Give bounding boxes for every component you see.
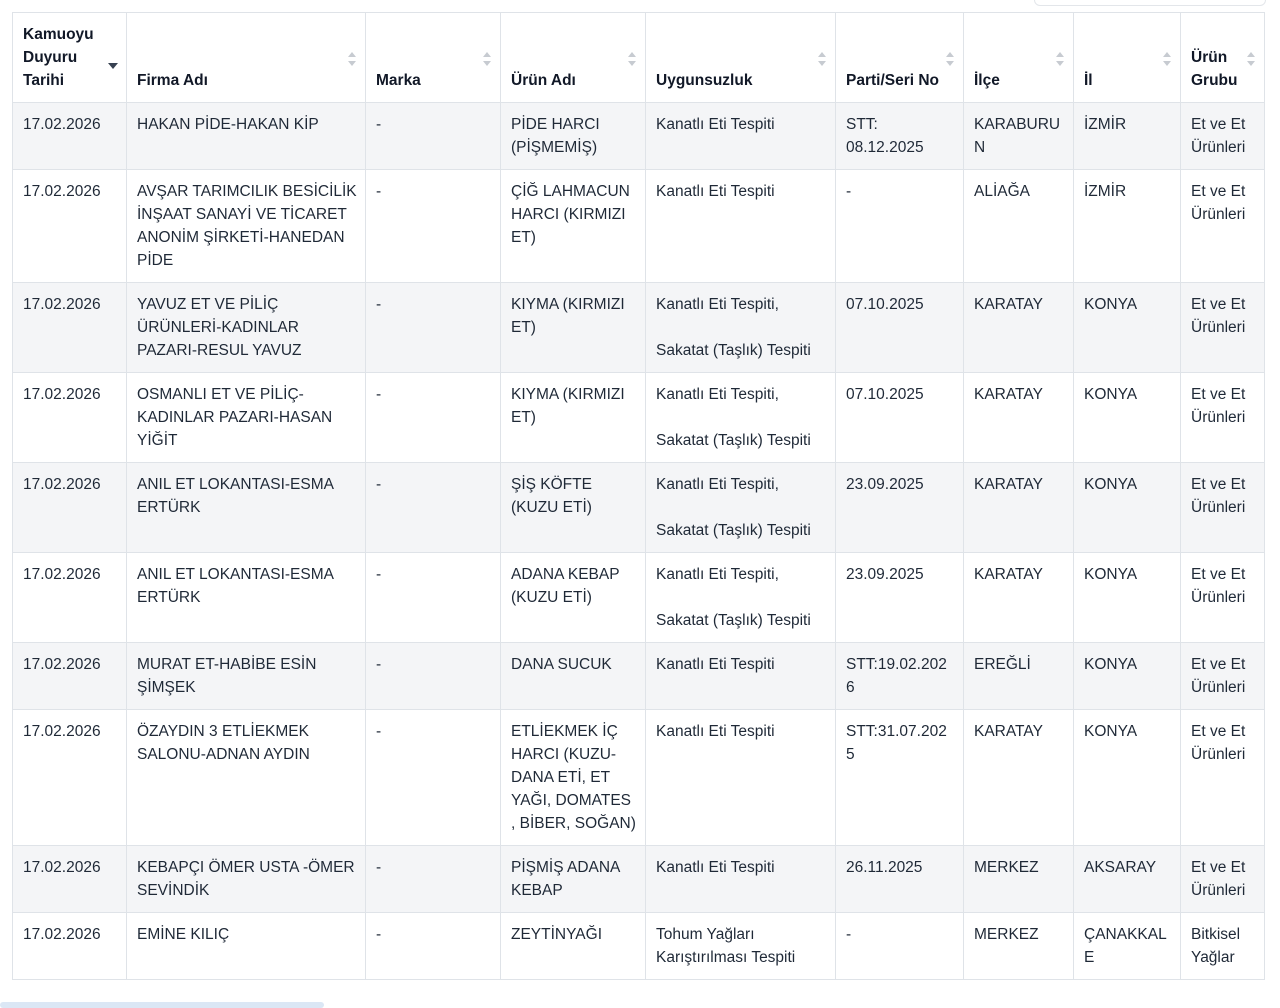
cell-firma-adi: HAKAN PİDE-HAKAN KİP bbox=[127, 103, 366, 170]
table-row bbox=[13, 710, 1265, 846]
uygunsuzluk-item: Kanatlı Eti Tespiti, bbox=[656, 386, 779, 403]
column-header-label: Firma Adı bbox=[137, 72, 208, 89]
uygunsuzluk-item: Kanatlı Eti Tespiti bbox=[656, 656, 775, 673]
cell-urun-grubu: Et ve Et Ürünleri bbox=[1181, 283, 1265, 373]
cell-firma-adi: YAVUZ ET VE PİLİÇ ÜRÜNLERİ-KADINLAR PAZARI-RESUL YAVUZ bbox=[127, 283, 366, 373]
cell-ilce: EREĞLİ bbox=[964, 643, 1074, 710]
cell-firma-adi: AVŞAR TARIMCILIK BESİCİLİK İNŞAAT SANAYİ VE TİCARET ANONİM ŞİRKETİ-HANEDAN PİDE bbox=[127, 170, 366, 283]
cell-parti-seri-no: 07.10.2025 bbox=[836, 373, 964, 463]
cell-ilce: KARATAY bbox=[964, 710, 1074, 846]
cell-il: KONYA bbox=[1074, 553, 1181, 643]
cell-parti-seri-no: 23.09.2025 bbox=[836, 463, 964, 553]
cell-uygunsuzluk bbox=[646, 553, 836, 643]
cell-il: KONYA bbox=[1074, 463, 1181, 553]
sort-icon[interactable] bbox=[818, 52, 826, 68]
cell-urun-grubu: Et ve Et Ürünleri bbox=[1181, 846, 1265, 913]
cell-parti-seri-no: - bbox=[836, 170, 964, 283]
table-row bbox=[13, 846, 1265, 913]
uygunsuzluk-item: Sakatat (Taşlık) Tespiti bbox=[656, 432, 811, 449]
cell-uygunsuzluk bbox=[646, 283, 836, 373]
uygunsuzluk-item: Sakatat (Taşlık) Tespiti bbox=[656, 612, 811, 629]
cell-urun-adi: PİDE HARCI (PİŞMEMİŞ) bbox=[501, 103, 646, 170]
top-toolbar-strip bbox=[0, 0, 1280, 8]
cell-ilce: KARATAY bbox=[964, 283, 1074, 373]
table-row bbox=[13, 283, 1265, 373]
cell-urun-grubu: Et ve Et Ürünleri bbox=[1181, 103, 1265, 170]
cell-parti-seri-no: - bbox=[836, 913, 964, 980]
cell-parti-seri-no: 23.09.2025 bbox=[836, 553, 964, 643]
cell-duyuru-tarihi: 17.02.2026 bbox=[13, 710, 127, 846]
cell-il: KONYA bbox=[1074, 283, 1181, 373]
header-duyuru-tarihi[interactable] bbox=[13, 13, 127, 103]
cell-firma-adi: ÖZAYDIN 3 ETLİEKMEK SALONU-ADNAN AYDIN bbox=[127, 710, 366, 846]
cell-uygunsuzluk bbox=[646, 913, 836, 980]
header-urun-adi[interactable] bbox=[501, 13, 646, 103]
cell-duyuru-tarihi: 17.02.2026 bbox=[13, 463, 127, 553]
table-row bbox=[13, 373, 1265, 463]
cell-firma-adi: ANIL ET LOKANTASI-ESMA ERTÜRK bbox=[127, 553, 366, 643]
sort-icon[interactable] bbox=[1247, 52, 1255, 68]
cell-urun-grubu: Et ve Et Ürünleri bbox=[1181, 463, 1265, 553]
cell-urun-adi: ETLİEKMEK İÇ HARCI (KUZU-DANA ETİ, ET YAĞI, DOMATES , BİBER, SOĞAN) bbox=[501, 710, 646, 846]
sort-icon[interactable] bbox=[628, 52, 636, 68]
cell-il: AKSARAY bbox=[1074, 846, 1181, 913]
cell-uygunsuzluk bbox=[646, 710, 836, 846]
cell-uygunsuzluk bbox=[646, 846, 836, 913]
uygunsuzluk-item: Kanatlı Eti Tespiti bbox=[656, 183, 775, 200]
cell-duyuru-tarihi: 17.02.2026 bbox=[13, 103, 127, 170]
cell-il: KONYA bbox=[1074, 643, 1181, 710]
uygunsuzluk-item: Kanatlı Eti Tespiti, bbox=[656, 566, 779, 583]
cell-ilce: ALİAĞA bbox=[964, 170, 1074, 283]
cell-il: KONYA bbox=[1074, 373, 1181, 463]
cell-parti-seri-no: STT: 08.12.2025 bbox=[836, 103, 964, 170]
uygunsuzluk-item: Kanatlı Eti Tespiti, bbox=[656, 296, 779, 313]
header-urun-grubu[interactable] bbox=[1181, 13, 1265, 103]
cell-duyuru-tarihi: 17.02.2026 bbox=[13, 643, 127, 710]
cell-urun-grubu: Et ve Et Ürünleri bbox=[1181, 710, 1265, 846]
cell-parti-seri-no: 26.11.2025 bbox=[836, 846, 964, 913]
cell-duyuru-tarihi: 17.02.2026 bbox=[13, 283, 127, 373]
cell-urun-adi: KIYMA (KIRMIZI ET) bbox=[501, 283, 646, 373]
table-row bbox=[13, 463, 1265, 553]
cell-firma-adi: MURAT ET-HABİBE ESİN ŞİMŞEK bbox=[127, 643, 366, 710]
sort-icon[interactable] bbox=[348, 52, 356, 68]
cell-marka: - bbox=[366, 913, 501, 980]
header-marka[interactable] bbox=[366, 13, 501, 103]
cell-firma-adi: KEBAPÇI ÖMER USTA -ÖMER SEVİNDİK bbox=[127, 846, 366, 913]
cell-il: İZMİR bbox=[1074, 103, 1181, 170]
sort-icon[interactable] bbox=[1056, 52, 1064, 68]
column-header-label: Uygunsuzluk bbox=[656, 72, 753, 89]
cell-marka: - bbox=[366, 283, 501, 373]
cell-marka: - bbox=[366, 643, 501, 710]
cell-firma-adi: ANIL ET LOKANTASI-ESMA ERTÜRK bbox=[127, 463, 366, 553]
uygunsuzluk-item: Kanatlı Eti Tespiti, bbox=[656, 476, 779, 493]
cell-duyuru-tarihi: 17.02.2026 bbox=[13, 913, 127, 980]
horizontal-scrollbar[interactable] bbox=[0, 1002, 324, 1008]
cell-urun-adi: ÇİĞ LAHMACUN HARCI (KIRMIZI ET) bbox=[501, 170, 646, 283]
sort-icon[interactable] bbox=[483, 52, 491, 68]
cell-marka: - bbox=[366, 373, 501, 463]
cell-duyuru-tarihi: 17.02.2026 bbox=[13, 170, 127, 283]
header-il[interactable] bbox=[1074, 13, 1181, 103]
table-row bbox=[13, 643, 1265, 710]
sort-icon[interactable] bbox=[946, 52, 954, 68]
cell-il: ÇANAKKALE bbox=[1074, 913, 1181, 980]
column-header-label: Ürün Grubu bbox=[1191, 49, 1238, 89]
cell-ilce: KARATAY bbox=[964, 553, 1074, 643]
cell-il: İZMİR bbox=[1074, 170, 1181, 283]
cell-parti-seri-no: STT:31.07.2025 bbox=[836, 710, 964, 846]
column-header-label: Parti/Seri No bbox=[846, 72, 940, 89]
cell-marka: - bbox=[366, 103, 501, 170]
cell-urun-adi: KIYMA (KIRMIZI ET) bbox=[501, 373, 646, 463]
column-header-label: Ürün Adı bbox=[511, 72, 576, 89]
header-uygunsuzluk[interactable] bbox=[646, 13, 836, 103]
cell-duyuru-tarihi: 17.02.2026 bbox=[13, 373, 127, 463]
cell-uygunsuzluk bbox=[646, 463, 836, 553]
header-firma-adi[interactable] bbox=[127, 13, 366, 103]
sort-icon[interactable] bbox=[1163, 52, 1171, 68]
cell-urun-adi: PİŞMİŞ ADANA KEBAP bbox=[501, 846, 646, 913]
cell-ilce: MERKEZ bbox=[964, 913, 1074, 980]
uygunsuzluk-item: Sakatat (Taşlık) Tespiti bbox=[656, 522, 811, 539]
header-ilce[interactable] bbox=[964, 13, 1074, 103]
cell-parti-seri-no: 07.10.2025 bbox=[836, 283, 964, 373]
cell-urun-adi: ŞİŞ KÖFTE (KUZU ETİ) bbox=[501, 463, 646, 553]
cell-duyuru-tarihi: 17.02.2026 bbox=[13, 846, 127, 913]
cell-uygunsuzluk bbox=[646, 373, 836, 463]
cell-ilce: KARATAY bbox=[964, 373, 1074, 463]
cell-urun-adi: DANA SUCUK bbox=[501, 643, 646, 710]
cell-urun-grubu: Et ve Et Ürünleri bbox=[1181, 170, 1265, 283]
table-row bbox=[13, 103, 1265, 170]
cell-marka: - bbox=[366, 710, 501, 846]
cell-marka: - bbox=[366, 846, 501, 913]
cell-firma-adi: EMİNE KILIÇ bbox=[127, 913, 366, 980]
column-header-label: Kamuoyu Duyuru Tarihi bbox=[23, 26, 94, 89]
uygunsuzluk-item: Tohum Yağları Karıştırılması Tespiti bbox=[656, 926, 796, 966]
cell-urun-adi: ZEYTİNYAĞI bbox=[501, 913, 646, 980]
uygunsuzluk-item: Kanatlı Eti Tespiti bbox=[656, 859, 775, 876]
cell-urun-adi: ADANA KEBAP (KUZU ETİ) bbox=[501, 553, 646, 643]
sort-desc-icon[interactable] bbox=[109, 52, 117, 68]
cell-uygunsuzluk bbox=[646, 643, 836, 710]
search-box-edge[interactable] bbox=[1034, 0, 1266, 6]
cell-marka: - bbox=[366, 463, 501, 553]
column-header-label: İl bbox=[1084, 72, 1093, 89]
uygunsuzluk-item: Sakatat (Taşlık) Tespiti bbox=[656, 342, 811, 359]
column-header-label: İlçe bbox=[974, 72, 1000, 89]
cell-urun-grubu: Et ve Et Ürünleri bbox=[1181, 373, 1265, 463]
column-header-label: Marka bbox=[376, 72, 421, 89]
cell-urun-grubu: Et ve Et Ürünleri bbox=[1181, 553, 1265, 643]
cell-marka: - bbox=[366, 170, 501, 283]
table-row bbox=[13, 553, 1265, 643]
cell-ilce: KARABURUN bbox=[964, 103, 1074, 170]
cell-marka: - bbox=[366, 553, 501, 643]
table-body bbox=[13, 103, 1265, 980]
uygunsuzluk-item: Kanatlı Eti Tespiti bbox=[656, 723, 775, 740]
cell-parti-seri-no: STT:19.02.2026 bbox=[836, 643, 964, 710]
table-row bbox=[13, 170, 1265, 283]
uygunsuzluk-item: Kanatlı Eti Tespiti bbox=[656, 116, 775, 133]
cell-urun-grubu: Bitkisel Yağlar bbox=[1181, 913, 1265, 980]
cell-firma-adi: OSMANLI ET VE PİLİÇ-KADINLAR PAZARI-HASAN YİĞİT bbox=[127, 373, 366, 463]
cell-il: KONYA bbox=[1074, 710, 1181, 846]
header-parti-seri-no[interactable] bbox=[836, 13, 964, 103]
cell-duyuru-tarihi: 17.02.2026 bbox=[13, 553, 127, 643]
cell-urun-grubu: Et ve Et Ürünleri bbox=[1181, 643, 1265, 710]
recall-table bbox=[12, 12, 1265, 980]
cell-uygunsuzluk bbox=[646, 170, 836, 283]
cell-ilce: KARATAY bbox=[964, 463, 1074, 553]
cell-uygunsuzluk bbox=[646, 103, 836, 170]
table-row bbox=[13, 913, 1265, 980]
cell-ilce: MERKEZ bbox=[964, 846, 1074, 913]
table-header-row bbox=[13, 13, 1265, 103]
